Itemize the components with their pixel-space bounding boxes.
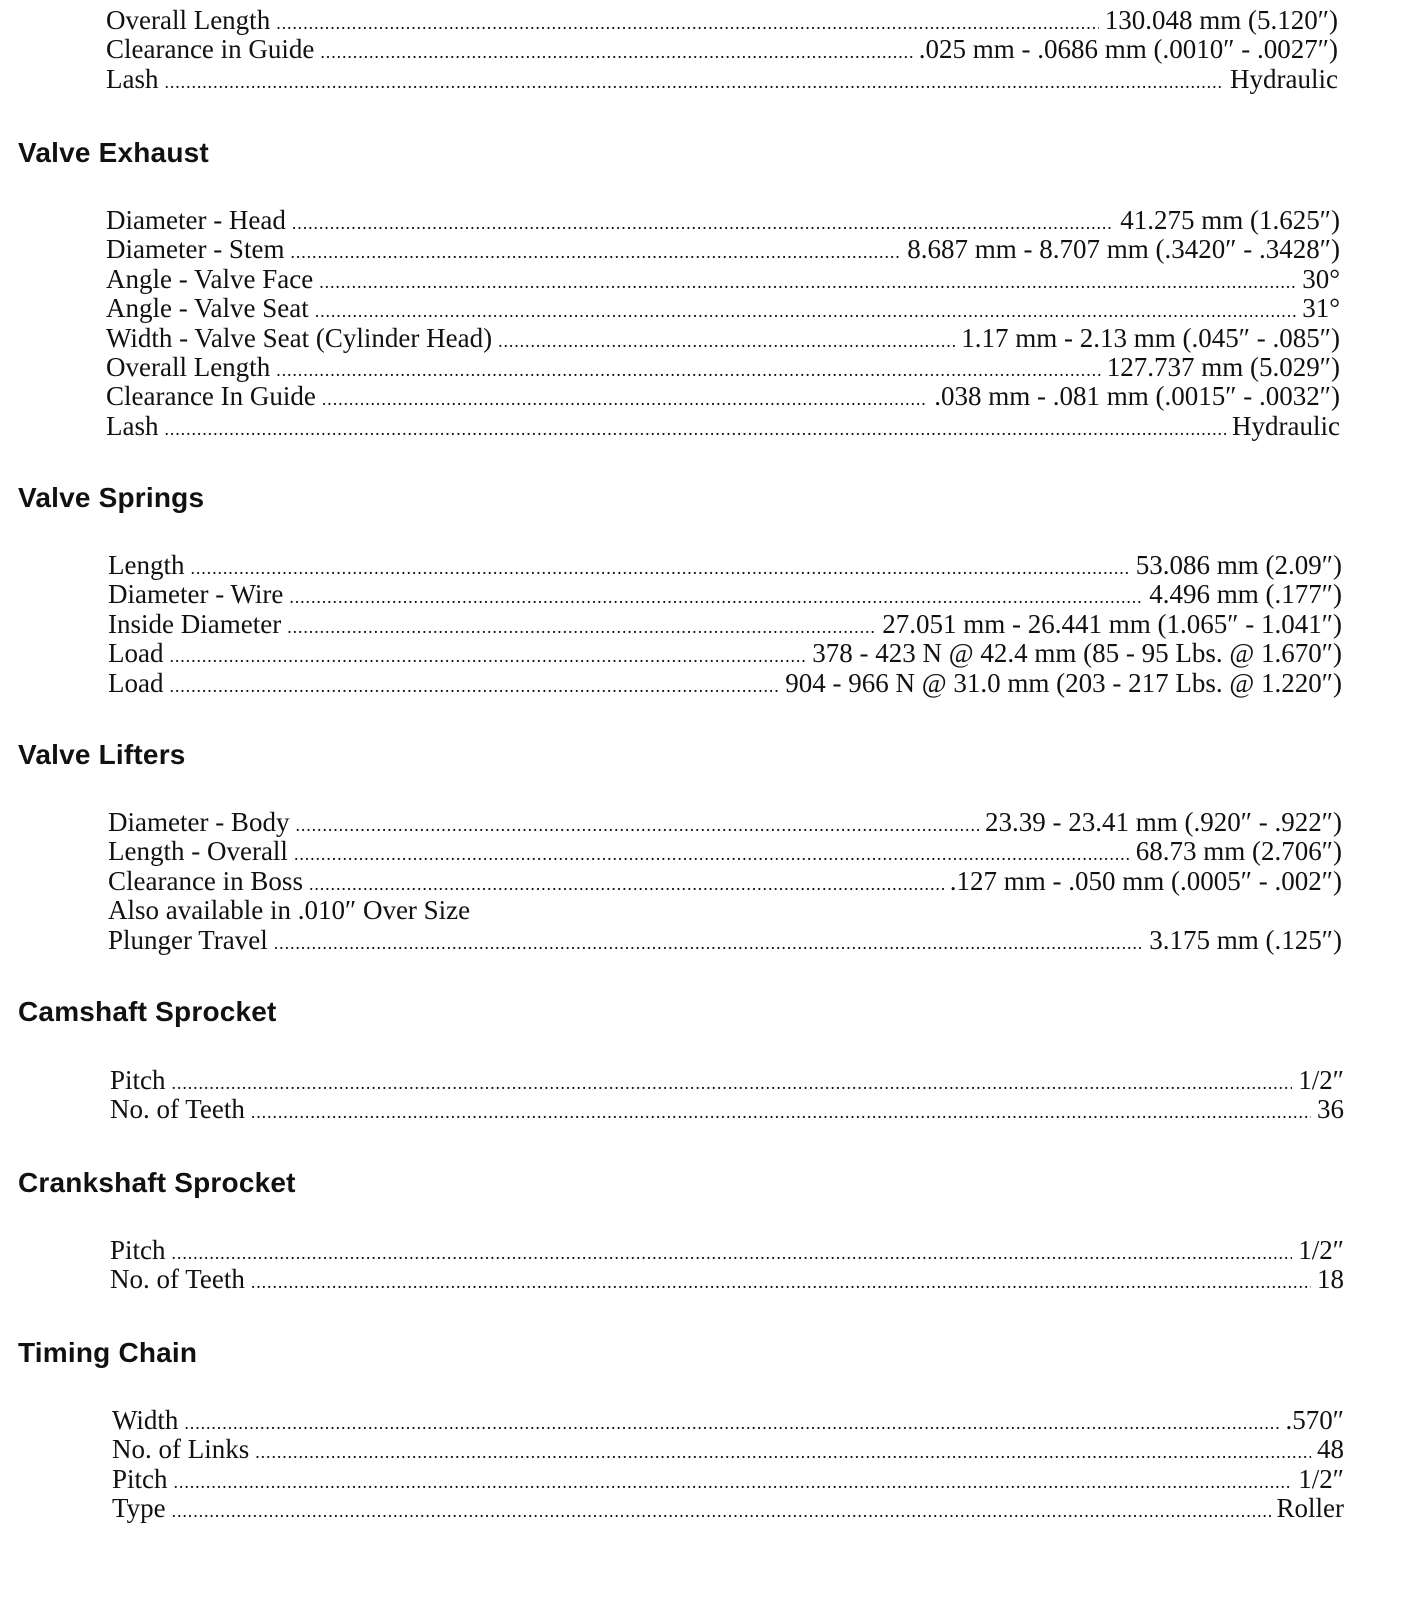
- leader-dots: [172, 1497, 1271, 1526]
- spec-row: [106, 6, 1338, 35]
- spec-row: [106, 412, 1340, 441]
- spec-row: [108, 639, 1342, 668]
- spec-note-text: Also available in .010″ Over Size: [108, 895, 471, 926]
- spec-label: Diameter - Body: [108, 807, 290, 837]
- leader-dots: [174, 1468, 1293, 1497]
- leader-dots: [255, 1438, 1311, 1467]
- spec-label: No. of Teeth: [110, 1094, 245, 1125]
- leader-dots: [172, 1239, 1293, 1268]
- spec-row: [110, 1095, 1344, 1124]
- spec-value: 3.175 mm (.125″): [1149, 924, 1342, 955]
- spec-label: Diameter - Wire: [108, 579, 284, 610]
- leader-dots: [184, 1409, 1279, 1438]
- section-heading-timing-chain: Timing Chain: [18, 1337, 198, 1368]
- spec-row: [108, 808, 1342, 837]
- spec-label: Load: [108, 667, 164, 698]
- spec-label: Length: [108, 550, 185, 580]
- section-heading-valve-springs: Valve Springs: [18, 482, 205, 513]
- spec-value: 27.051 mm - 26.441 mm (1.065″ - 1.041″): [882, 608, 1342, 639]
- spec-value: 31°: [1302, 293, 1340, 324]
- spec-value: Roller: [1276, 1493, 1344, 1524]
- leader-dots: [320, 38, 912, 67]
- spec-label: Load: [108, 638, 164, 669]
- leader-dots: [164, 68, 1224, 97]
- spec-row: [106, 324, 1340, 353]
- spec-value: 1/2″: [1298, 1065, 1344, 1095]
- spec-value: 1.17 mm - 2.13 mm (.045″ - .085″): [961, 322, 1340, 353]
- section-heading-valve-exhaust: Valve Exhaust: [18, 137, 209, 168]
- spec-label: Diameter - Stem: [106, 234, 285, 265]
- spec-label: Overall Length: [106, 5, 271, 35]
- spec-label: Plunger Travel: [108, 924, 268, 955]
- spec-value: 41.275 mm (1.625″): [1120, 205, 1340, 235]
- spec-label: Type: [112, 1493, 166, 1524]
- spec-row: [112, 1494, 1344, 1523]
- spec-row: [112, 1435, 1344, 1464]
- spec-value: 127.737 mm (5.029″): [1106, 351, 1340, 382]
- section-heading-crankshaft-sprocket: Crankshaft Sprocket: [18, 1167, 296, 1198]
- spec-row: [108, 837, 1342, 866]
- valve-exhaust-spec-list: [106, 206, 1340, 441]
- leader-dots: [322, 385, 928, 414]
- spec-label: Pitch: [112, 1463, 168, 1494]
- spec-note: [108, 896, 1342, 925]
- spec-row: [106, 353, 1340, 382]
- spec-value: .025 mm - .0686 mm (.0010″ - .0027″): [918, 34, 1338, 65]
- spec-value: 904 - 966 N @ 31.0 mm (203 - 217 Lbs. @ 1.220″): [785, 667, 1342, 698]
- spec-row: [108, 580, 1342, 609]
- leader-dots: [295, 811, 979, 840]
- spec-value: 68.73 mm (2.706″): [1135, 836, 1342, 867]
- leader-dots: [164, 415, 1226, 444]
- spec-value: .570″: [1285, 1405, 1344, 1435]
- spec-label: Overall Length: [106, 351, 271, 382]
- spec-row: [108, 551, 1342, 580]
- leader-dots: [172, 1069, 1293, 1098]
- leader-dots: [190, 554, 1129, 583]
- spec-value: 4.496 mm (.177″): [1149, 579, 1342, 610]
- spec-value: .127 mm - .050 mm (.0005″ - .002″): [949, 865, 1342, 896]
- spec-value: 30°: [1302, 263, 1340, 294]
- spec-row: [108, 669, 1342, 698]
- spec-label: Width: [112, 1405, 179, 1435]
- spec-row: [108, 610, 1342, 639]
- spec-label: Pitch: [110, 1235, 166, 1265]
- spec-value: Hydraulic: [1232, 410, 1340, 441]
- crankshaft-sprocket-spec-list: [110, 1236, 1344, 1295]
- timing-chain-spec-list: [112, 1406, 1344, 1524]
- leader-dots: [251, 1268, 1311, 1297]
- spec-label: No. of Links: [112, 1434, 250, 1465]
- spec-value: 1/2″: [1298, 1463, 1344, 1494]
- spec-label: Angle - Valve Seat: [106, 293, 309, 324]
- spec-row: [112, 1465, 1344, 1494]
- camshaft-sprocket-spec-list: [110, 1066, 1344, 1125]
- spec-label: No. of Teeth: [110, 1264, 245, 1295]
- leader-dots: [169, 672, 779, 701]
- spec-label: Clearance in Boss: [108, 865, 303, 896]
- spec-label: Lash: [106, 410, 159, 441]
- spec-row: [106, 35, 1338, 64]
- spec-row: [106, 206, 1340, 235]
- spec-label: Clearance In Guide: [106, 381, 316, 412]
- spec-value: 23.39 - 23.41 mm (.920″ - .922″): [985, 807, 1342, 837]
- spec-value: 8.687 mm - 8.707 mm (.3420″ - .3428″): [907, 234, 1340, 265]
- spec-value: 53.086 mm (2.09″): [1135, 550, 1342, 580]
- leader-dots: [290, 238, 901, 267]
- spec-row: [106, 382, 1340, 411]
- spec-row: [106, 265, 1340, 294]
- spec-label: Lash: [106, 63, 159, 94]
- spec-row: [106, 235, 1340, 264]
- leader-dots: [169, 642, 806, 671]
- spec-value: 378 - 423 N @ 42.4 mm (85 - 95 Lbs. @ 1.670″): [812, 638, 1342, 669]
- spec-value: 18: [1317, 1264, 1344, 1295]
- continuation-spec-list: [106, 6, 1338, 94]
- section-heading-camshaft-sprocket: Camshaft Sprocket: [18, 996, 277, 1027]
- spec-row: [110, 1236, 1344, 1265]
- spec-value: 48: [1317, 1434, 1344, 1465]
- spec-value: .038 mm - .081 mm (.0015″ - .0032″): [934, 381, 1340, 412]
- spec-label: Width - Valve Seat (Cylinder Head): [106, 322, 493, 353]
- spec-row: [108, 867, 1342, 896]
- valve-springs-spec-list: [108, 551, 1342, 698]
- spec-row: [106, 65, 1338, 94]
- spec-value: 1/2″: [1298, 1235, 1344, 1265]
- section-heading-valve-lifters: Valve Lifters: [18, 739, 186, 770]
- spec-row: [110, 1265, 1344, 1294]
- valve-lifters-spec-list: [108, 808, 1342, 955]
- spec-row: [110, 1066, 1344, 1095]
- spec-value: 36: [1317, 1094, 1344, 1125]
- spec-row: [106, 294, 1340, 323]
- spec-label: Pitch: [110, 1065, 166, 1095]
- leader-dots: [498, 327, 955, 356]
- spec-label: Inside Diameter: [108, 608, 282, 639]
- spec-label: Clearance in Guide: [106, 34, 315, 65]
- spec-row: [112, 1406, 1344, 1435]
- spec-label: Diameter - Head: [106, 205, 286, 235]
- leader-dots: [274, 929, 1144, 958]
- leader-dots: [251, 1098, 1311, 1127]
- spec-label: Length - Overall: [108, 836, 288, 867]
- spec-value: 130.048 mm (5.120″): [1104, 5, 1338, 35]
- spec-label: Angle - Valve Face: [106, 263, 314, 294]
- spec-value: Hydraulic: [1230, 63, 1338, 94]
- leader-dots: [319, 268, 1296, 297]
- leader-dots: [287, 613, 876, 642]
- spec-row: [108, 926, 1342, 955]
